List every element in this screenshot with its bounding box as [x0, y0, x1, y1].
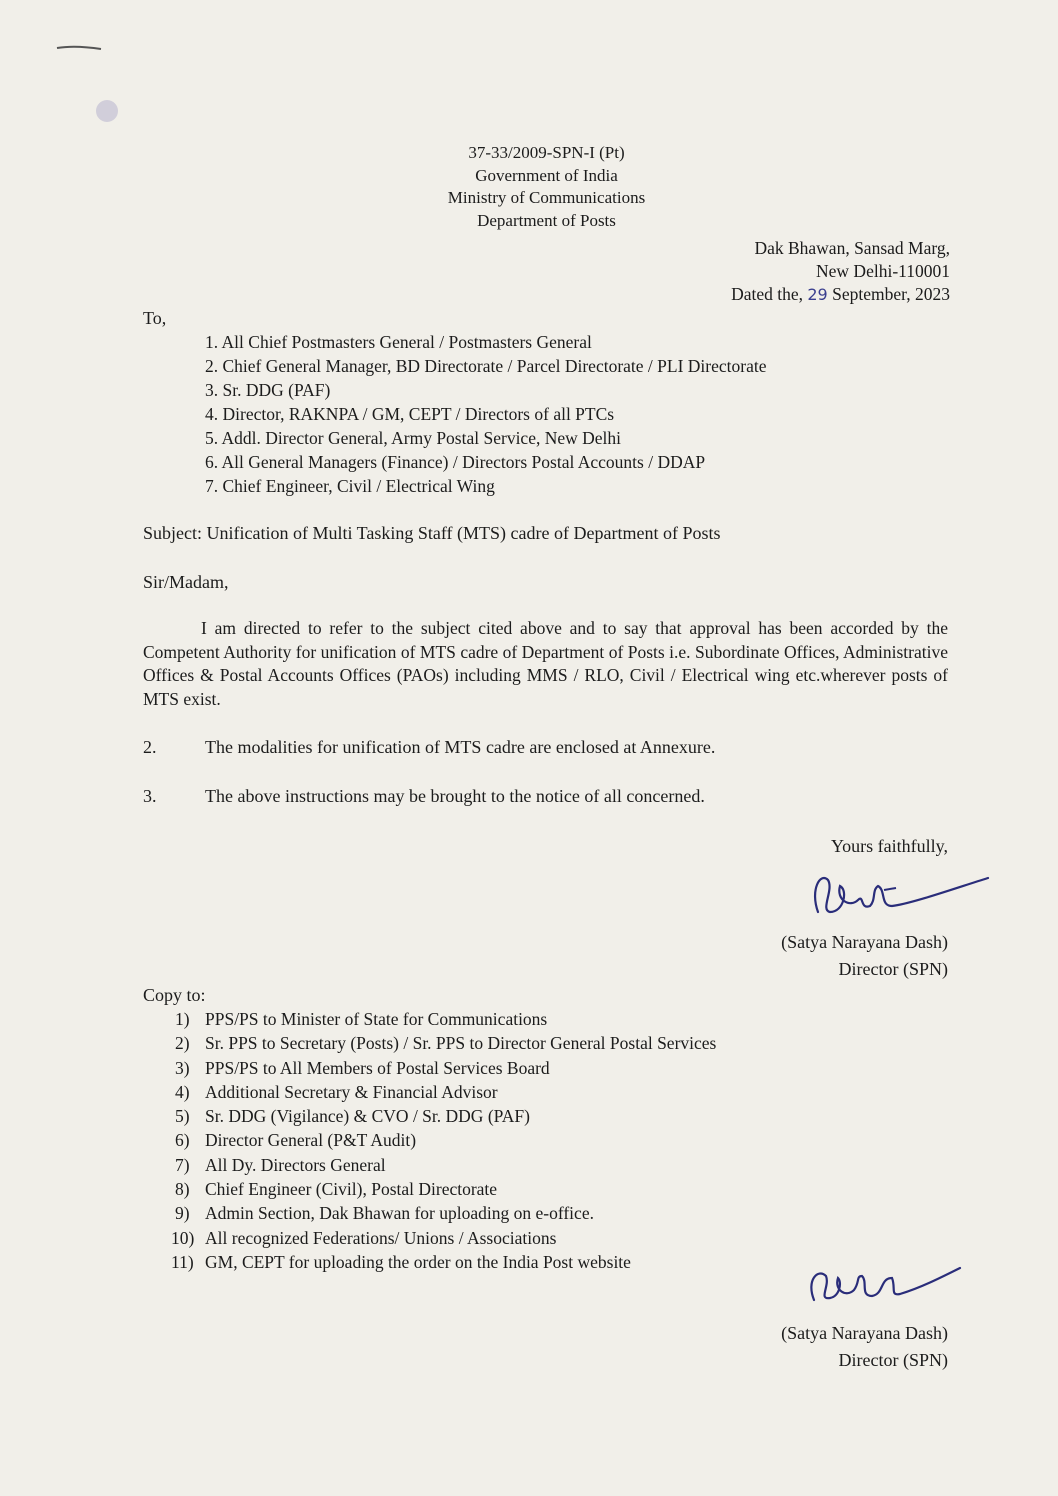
place-date-block	[731, 237, 950, 306]
list-item: 4. Director, RAKNPA / GM, CEPT / Directors of all PTCs	[205, 404, 615, 424]
scan-mark-dash	[55, 40, 105, 60]
list-item: 7) All Dy. Directors General	[175, 1154, 386, 1175]
paragraph-1	[143, 617, 948, 711]
copy-to-list	[171, 1007, 717, 1274]
paragraph-1-text: I am directed to refer to the subject cited above and to say that approval has been accorded by the Competent Authority for unification of MTS cadre of Department of Posts i.e. Subordinate Offices, Administrative Offices & Postal Accounts Offices (PAOs) including MMS / RLO, Civil / Electrical wing etc.wherever posts of MTS exist.	[143, 618, 948, 709]
date-day-handwritten: 29	[807, 285, 828, 304]
list-item: 2. Chief General Manager, BD Directorate / Parcel Directorate / PLI Directorate	[205, 356, 767, 376]
signature-image	[800, 860, 1000, 930]
signatory-title-2: Director (SPN)	[838, 1350, 948, 1370]
point-number: 2.	[143, 737, 157, 757]
list-item: 1) PPS/PS to Minister of State for Communications	[175, 1009, 548, 1029]
point-text: The above instructions may be brought to the notice of all concerned.	[205, 786, 705, 806]
list-item: 7. Chief Engineer, Civil / Electrical Wing	[205, 476, 495, 496]
list-item: 4) Additional Secretary & Financial Advisor	[175, 1081, 498, 1102]
point-text: The modalities for unification of MTS cadre are enclosed at Annexure.	[205, 737, 716, 757]
list-item: 11) GM, CEPT for uploading the order on the India Post website	[171, 1251, 631, 1272]
letter-date	[731, 283, 950, 306]
govt-name: Government of India	[475, 165, 618, 185]
point-number: 3.	[143, 786, 157, 806]
ministry-name: Ministry of Communications	[447, 188, 646, 207]
to-label: To,	[143, 308, 167, 328]
list-item: 5) Sr. DDG (Vigilance) & CVO / Sr. DDG (PAF)	[175, 1106, 530, 1127]
letter-header	[0, 142, 1058, 232]
signatory-name: (Satya Narayana Dash)	[781, 932, 948, 952]
point-2	[143, 735, 715, 759]
file-number: 37-33/2009-SPN-I (Pt)	[468, 143, 625, 162]
signatory-title: Director (SPN)	[838, 959, 948, 979]
date-prefix: Dated the,	[731, 284, 803, 304]
list-item: 9) Admin Section, Dak Bhawan for uploading on e-office.	[175, 1203, 594, 1224]
list-item: 6) Director General (P&T Audit)	[175, 1130, 417, 1151]
point-3	[143, 784, 705, 808]
recipient-list	[205, 330, 766, 498]
department-name: Department of Posts	[477, 210, 616, 230]
closing: Yours faithfully,	[830, 836, 948, 856]
copy-to-label: Copy to:	[143, 985, 206, 1005]
date-suffix: September, 2023	[832, 284, 950, 304]
subject-line: Subject: Unification of Multi Tasking Staff (MTS) cadre of Department of Posts	[143, 523, 721, 543]
salutation: Sir/Madam,	[143, 572, 229, 592]
list-item: 1. All Chief Postmasters General / Postmasters General	[205, 332, 592, 352]
address-line-2: New Delhi-110001	[816, 261, 950, 281]
address-line-1: Dak Bhawan, Sansad Marg,	[754, 238, 950, 258]
list-item: 3. Sr. DDG (PAF)	[205, 380, 331, 400]
list-item: 10) All recognized Federations/ Unions / Associations	[171, 1227, 557, 1248]
list-item: 8) Chief Engineer (Civil), Postal Directorate	[175, 1179, 498, 1200]
list-item: 6. All General Managers (Finance) / Directors Postal Accounts / DDAP	[205, 452, 706, 472]
list-item: 5. Addl. Director General, Army Postal Service, New Delhi	[205, 428, 622, 448]
signatory-name-2: (Satya Narayana Dash)	[781, 1323, 948, 1343]
list-item: 3) PPS/PS to All Members of Postal Services Board	[175, 1057, 550, 1078]
punch-hole-mark	[96, 100, 118, 122]
signature-image	[800, 1248, 970, 1318]
list-item: 2) Sr. PPS to Secretary (Posts) / Sr. PPS to Director General Postal Services	[175, 1033, 717, 1054]
